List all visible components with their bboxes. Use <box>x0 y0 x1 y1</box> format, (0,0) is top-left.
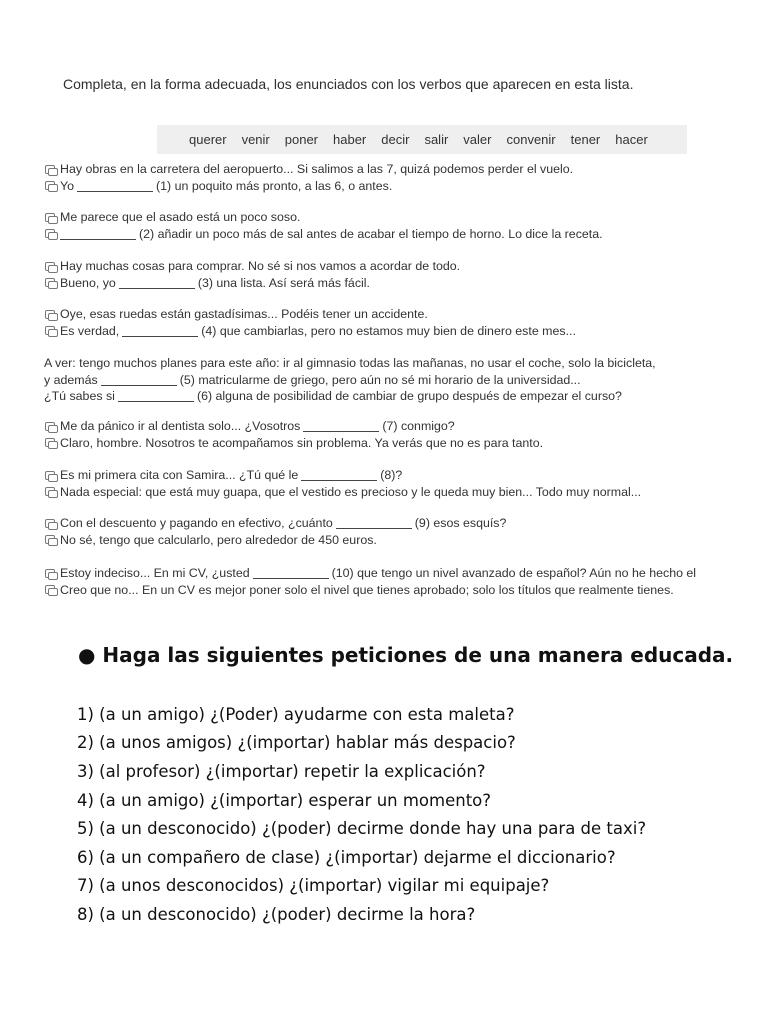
exercise-line: (6) alguna de posibilidad de cambiar de grupo después de empezar el curso? <box>196 389 622 403</box>
exercise-line: Me da pánico ir al dentista solo... ¿Vosotros <box>60 419 301 433</box>
speaker-a-icon <box>44 421 57 432</box>
request-item: 3) (al profesor) ¿(importar) repetir la explicación? <box>77 762 486 781</box>
exercise-line: Estoy indeciso... En mi CV, ¿usted <box>60 566 250 580</box>
exercise-4 <box>44 306 576 339</box>
exercise-instruction: Completa, en la forma adecuada, los enunciados con los verbos que aparecen en esta lista. <box>63 76 634 92</box>
exercise-6 <box>44 418 543 451</box>
verb-item: convenir <box>506 132 556 147</box>
exercise-line: (4) que cambiarlas, pero no estamos muy bien de dinero este mes... <box>201 323 576 338</box>
request-item: 5) (a un desconocido) ¿(poder) decirme donde hay una para de taxi? <box>77 819 647 838</box>
verb-item: valer <box>463 132 492 147</box>
section-heading: ● Haga las siguientes peticiones de una manera educada. <box>78 643 734 667</box>
speaker-b-icon <box>44 228 57 239</box>
request-item: 2) (a unos amigos) ¿(importar) hablar más despacio? <box>77 733 516 752</box>
speaker-b-icon <box>44 180 57 191</box>
exercise-8 <box>44 515 506 548</box>
exercise-line: Es mi primera cita con Samira... ¿Tú qué le <box>60 468 299 482</box>
exercise-9 <box>44 565 696 598</box>
exercise-line: No sé, tengo que calcularlo, pero alrededor de 450 euros. <box>60 532 377 547</box>
speaker-b-icon <box>44 437 57 448</box>
speaker-b-icon <box>44 277 57 288</box>
exercise-3 <box>44 258 460 291</box>
exercise-line: (5) matricularme de griego, pero aún no sé mi horario de la universidad... <box>179 372 581 387</box>
exercise-line: (2) añadir un poco más de sal antes de acabar el tiempo de horno. Lo dice la receta. <box>139 226 603 241</box>
speaker-a-icon <box>44 212 57 223</box>
speaker-a-icon <box>44 261 57 272</box>
speaker-a-icon <box>44 518 57 529</box>
speaker-b-icon <box>44 534 57 545</box>
exercise-line: (9) esos esquís? <box>414 516 507 530</box>
answer-blank <box>118 390 194 402</box>
exercise-7 <box>44 467 641 500</box>
request-item: 8) (a un desconocido) ¿(poder) decirme la hora? <box>77 905 476 924</box>
answer-blank <box>253 567 329 579</box>
verb-list-box <box>157 125 687 154</box>
exercise-line: (3) una lista. Así será más fácil. <box>197 275 370 290</box>
verb-item: decir <box>381 132 410 147</box>
answer-blank <box>77 180 153 192</box>
exercise-2 <box>44 209 603 242</box>
answer-blank <box>60 228 136 240</box>
verb-item: poner <box>284 132 319 147</box>
exercise-line: Yo <box>60 178 75 193</box>
exercise-line: Es verdad, <box>60 323 120 338</box>
exercise-line: ¿Tú sabes si <box>44 389 115 403</box>
exercise-line: (10) que tengo un nivel avanzado de español? Aún no he hecho el <box>331 566 697 580</box>
exercise-5 <box>44 355 656 405</box>
request-item: 6) (a un compañero de clase) ¿(importar) dejarme el diccionario? <box>77 848 616 867</box>
speaker-a-icon <box>44 164 57 175</box>
verb-item: hacer <box>615 132 648 147</box>
verb-item: querer <box>189 132 227 147</box>
request-item: 4) (a un amigo) ¿(importar) esperar un momento? <box>77 791 492 810</box>
exercise-line: Me parece que el asado está un poco soso. <box>60 210 301 224</box>
request-item: 1) (a un amigo) ¿(Poder) ayudarme con esta maleta? <box>77 705 515 724</box>
verb-item: venir <box>241 132 270 147</box>
exercise-line: Nada especial: que está muy guapa, que el vestido es precioso y le queda muy bien... Todo muy normal... <box>60 484 642 499</box>
answer-blank <box>301 469 377 481</box>
exercise-line: Hay muchas cosas para comprar. No sé si nos vamos a acordar de todo. <box>60 259 461 273</box>
verb-item: tener <box>570 132 601 147</box>
exercise-line: Oye, esas ruedas están gastadísimas... Podéis tener un accidente. <box>60 307 428 321</box>
exercise-line: Bueno, yo <box>60 275 116 290</box>
exercise-1 <box>44 161 573 194</box>
exercise-line: Hay obras en la carretera del aeropuerto... Si salimos a las 7, quizá podemos perder el vuelo. <box>60 162 574 176</box>
speaker-b-icon <box>44 325 57 336</box>
exercise-line: Creo que no... En un CV es mejor poner solo el nivel que tienes aprobado; solo los títulos que realmente tienes. <box>60 582 674 597</box>
exercise-line: A ver: tengo muchos planes para este año: ir al gimnasio todas las mañanas, no usar el coche, solo la bicicleta, <box>44 356 656 370</box>
exercise-line: Con el descuento y pagando en efectivo, ¿cuánto <box>60 516 333 530</box>
verb-item: haber <box>333 132 367 147</box>
exercise-line: Claro, hombre. Nosotros te acompañamos sin problema. Ya verás que no es para tanto. <box>60 435 544 450</box>
answer-blank <box>119 277 195 289</box>
verb-item: salir <box>424 132 449 147</box>
speaker-a-icon <box>44 470 57 481</box>
exercise-line: (8)? <box>380 468 403 482</box>
answer-blank <box>303 420 379 432</box>
request-item: 7) (a unos desconocidos) ¿(importar) vigilar mi equipaje? <box>77 876 550 895</box>
speaker-b-icon <box>44 584 57 595</box>
exercise-line: (7) conmigo? <box>382 419 455 433</box>
speaker-b-icon <box>44 486 57 497</box>
speaker-a-icon <box>44 568 57 579</box>
answer-blank <box>336 517 412 529</box>
answer-blank <box>122 325 198 337</box>
answer-blank <box>101 374 177 386</box>
exercise-line: (1) un poquito más pronto, a las 6, o antes. <box>156 178 393 193</box>
speaker-a-icon <box>44 309 57 320</box>
exercise-line: y además <box>44 372 98 387</box>
